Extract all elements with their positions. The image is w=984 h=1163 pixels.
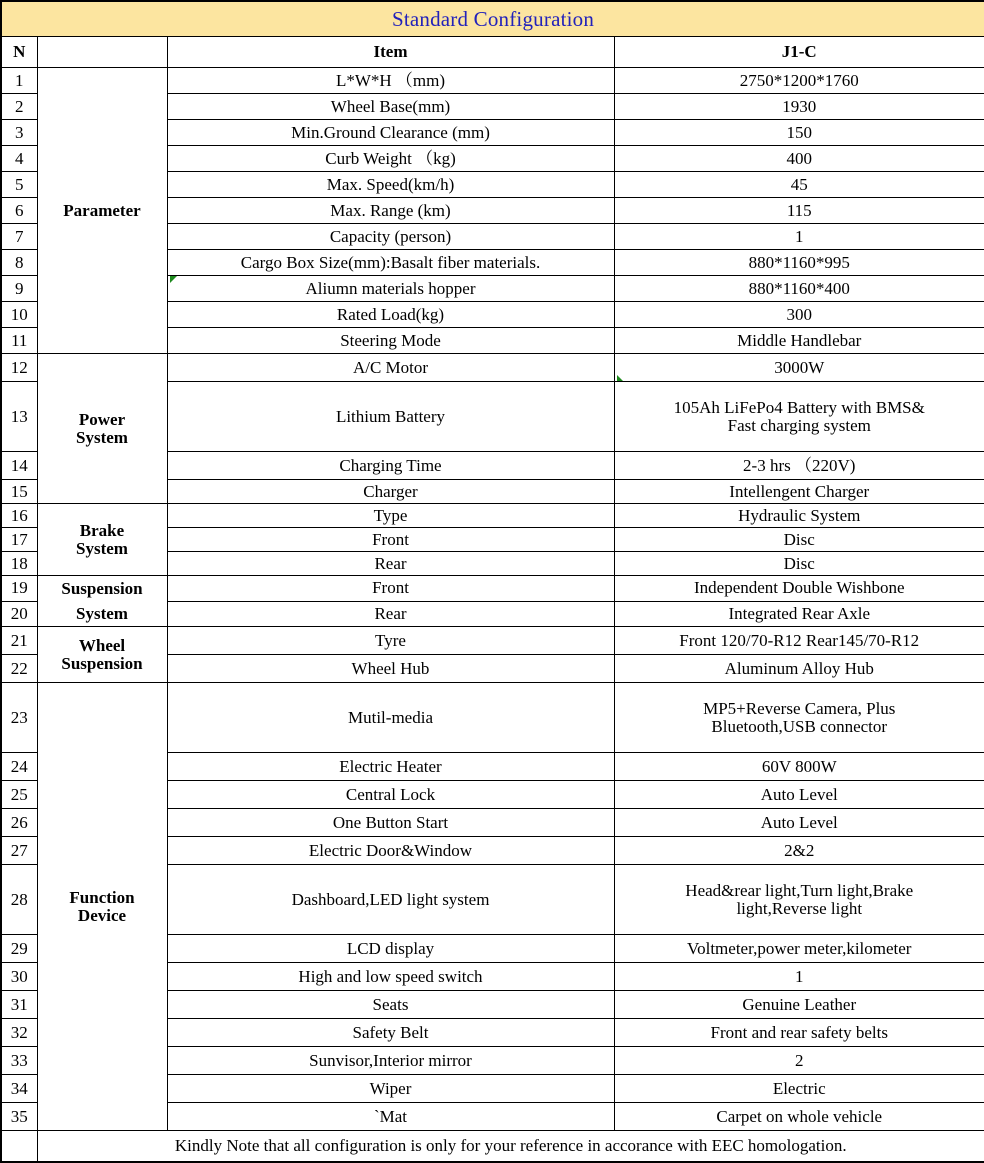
row-value: Aluminum Alloy Hub bbox=[614, 655, 984, 683]
row-value: Front 120/70-R12 Rear145/70-R12 bbox=[614, 627, 984, 655]
table-row bbox=[1, 354, 984, 382]
group-label-brake-system: Brake System bbox=[37, 504, 167, 576]
row-item: Rated Load(kg) bbox=[167, 302, 614, 328]
row-number: 2 bbox=[1, 94, 37, 120]
row-value: Disc bbox=[614, 552, 984, 576]
row-item: Capacity (person) bbox=[167, 224, 614, 250]
row-value: 2750*1200*1760 bbox=[614, 68, 984, 94]
row-item: L*W*H （mm) bbox=[167, 68, 614, 94]
row-number: 7 bbox=[1, 224, 37, 250]
row-number: 4 bbox=[1, 146, 37, 172]
table-row bbox=[1, 68, 984, 94]
row-item: Type bbox=[167, 504, 614, 528]
footer-note-row bbox=[1, 1131, 984, 1163]
row-value: Voltmeter,power meter,kilometer bbox=[614, 935, 984, 963]
footer-note: Kindly Note that all configuration is only for your reference in accorance with EEC homologation. bbox=[37, 1131, 984, 1163]
row-item: Rear bbox=[167, 601, 614, 627]
row-value: 2&2 bbox=[614, 837, 984, 865]
row-item: Steering Mode bbox=[167, 328, 614, 354]
row-item: `Mat bbox=[167, 1103, 614, 1131]
page-title: Standard Configuration bbox=[391, 6, 595, 31]
row-item: Max. Range (km) bbox=[167, 198, 614, 224]
table-row bbox=[1, 683, 984, 753]
row-value: 115 bbox=[614, 198, 984, 224]
row-value-line2: Fast charging system bbox=[727, 415, 871, 435]
row-item: Sunvisor,Interior mirror bbox=[167, 1047, 614, 1075]
group-label-parameter: Parameter bbox=[37, 68, 167, 354]
header-model: J1-C bbox=[614, 37, 984, 68]
row-number: 34 bbox=[1, 1075, 37, 1103]
title-row bbox=[1, 1, 984, 37]
row-number: 21 bbox=[1, 627, 37, 655]
group-label-power-system: Power System bbox=[37, 354, 167, 504]
row-number: 35 bbox=[1, 1103, 37, 1131]
table-row bbox=[1, 627, 984, 655]
row-value: 1 bbox=[614, 224, 984, 250]
row-number: 27 bbox=[1, 837, 37, 865]
row-number: 10 bbox=[1, 302, 37, 328]
row-number: 16 bbox=[1, 504, 37, 528]
row-value: Auto Level bbox=[614, 781, 984, 809]
row-item: A/C Motor bbox=[167, 354, 614, 382]
row-item: Seats bbox=[167, 991, 614, 1019]
row-number: 23 bbox=[1, 683, 37, 753]
row-item: Wheel Hub bbox=[167, 655, 614, 683]
row-number: 32 bbox=[1, 1019, 37, 1047]
header-item: Item bbox=[167, 37, 614, 68]
row-item-text: Aliumn materials hopper bbox=[305, 278, 476, 298]
row-number: 11 bbox=[1, 328, 37, 354]
row-item: Safety Belt bbox=[167, 1019, 614, 1047]
row-value: Independent Double Wishbone bbox=[614, 576, 984, 602]
row-item: Lithium Battery bbox=[167, 382, 614, 452]
row-value bbox=[614, 382, 984, 452]
row-number: 15 bbox=[1, 480, 37, 504]
row-number: 1 bbox=[1, 68, 37, 94]
row-number: 3 bbox=[1, 120, 37, 146]
row-number: 9 bbox=[1, 276, 37, 302]
row-value-line1: MP5+Reverse Camera, Plus bbox=[703, 698, 896, 718]
row-value: 880*1160*995 bbox=[614, 250, 984, 276]
row-value-text: 3000W bbox=[774, 357, 825, 377]
row-value: Intellengent Charger bbox=[614, 480, 984, 504]
row-number: 33 bbox=[1, 1047, 37, 1075]
row-item: LCD display bbox=[167, 935, 614, 963]
row-item: Curb Weight （kg) bbox=[167, 146, 614, 172]
row-value bbox=[614, 683, 984, 753]
row-value bbox=[614, 354, 984, 382]
row-number: 18 bbox=[1, 552, 37, 576]
row-value-line2: Bluetooth,USB connector bbox=[711, 716, 888, 736]
row-value: Middle Handlebar bbox=[614, 328, 984, 354]
row-value-line1: Head&rear light,Turn light,Brake bbox=[685, 880, 914, 900]
row-value: Hydraulic System bbox=[614, 504, 984, 528]
row-item: Max. Speed(km/h) bbox=[167, 172, 614, 198]
footer-blank-cell bbox=[1, 1131, 37, 1163]
row-number: 29 bbox=[1, 935, 37, 963]
row-item: Wheel Base(mm) bbox=[167, 94, 614, 120]
row-number: 26 bbox=[1, 809, 37, 837]
row-item: Wiper bbox=[167, 1075, 614, 1103]
row-value-line1: 105Ah LiFePo4 Battery with BMS& bbox=[673, 397, 925, 417]
row-value: 880*1160*400 bbox=[614, 276, 984, 302]
row-number: 24 bbox=[1, 753, 37, 781]
row-number: 20 bbox=[1, 601, 37, 627]
row-item: Central Lock bbox=[167, 781, 614, 809]
row-item: Electric Door&Window bbox=[167, 837, 614, 865]
row-value: 60V 800W bbox=[614, 753, 984, 781]
row-number: 12 bbox=[1, 354, 37, 382]
row-value: 300 bbox=[614, 302, 984, 328]
row-number: 17 bbox=[1, 528, 37, 552]
group-label-suspension-system: Suspension System bbox=[37, 576, 167, 627]
header-category bbox=[37, 37, 167, 68]
row-value: 2-3 hrs （220V) bbox=[614, 452, 984, 480]
row-item: Front bbox=[167, 528, 614, 552]
row-item: High and low speed switch bbox=[167, 963, 614, 991]
row-item: Dashboard,LED light system bbox=[167, 865, 614, 935]
header-row bbox=[1, 37, 984, 68]
row-value: Disc bbox=[614, 528, 984, 552]
table-row bbox=[1, 504, 984, 528]
row-value: Electric bbox=[614, 1075, 984, 1103]
row-item: One Button Start bbox=[167, 809, 614, 837]
row-item: Cargo Box Size(mm):Basalt fiber materials. bbox=[167, 250, 614, 276]
row-value: 400 bbox=[614, 146, 984, 172]
row-number: 25 bbox=[1, 781, 37, 809]
row-number: 14 bbox=[1, 452, 37, 480]
row-item: Tyre bbox=[167, 627, 614, 655]
group-label-function-device: Function Device bbox=[37, 683, 167, 1131]
row-item: Charging Time bbox=[167, 452, 614, 480]
row-value: Carpet on whole vehicle bbox=[614, 1103, 984, 1131]
row-number: 31 bbox=[1, 991, 37, 1019]
row-number: 6 bbox=[1, 198, 37, 224]
comment-marker-icon bbox=[617, 375, 624, 382]
row-item: Min.Ground Clearance (mm) bbox=[167, 120, 614, 146]
row-number: 8 bbox=[1, 250, 37, 276]
row-item: Electric Heater bbox=[167, 753, 614, 781]
row-value: 1930 bbox=[614, 94, 984, 120]
row-value: 2 bbox=[614, 1047, 984, 1075]
comment-marker-icon bbox=[170, 276, 177, 283]
row-number: 28 bbox=[1, 865, 37, 935]
row-item: Mutil-media bbox=[167, 683, 614, 753]
row-number: 19 bbox=[1, 576, 37, 602]
row-value bbox=[614, 865, 984, 935]
row-value-line2: light,Reverse light bbox=[736, 898, 863, 918]
row-item: Rear bbox=[167, 552, 614, 576]
row-number: 5 bbox=[1, 172, 37, 198]
row-value: 1 bbox=[614, 963, 984, 991]
row-number: 30 bbox=[1, 963, 37, 991]
title-cell bbox=[1, 1, 984, 37]
table-row bbox=[1, 576, 984, 602]
row-item: Front bbox=[167, 576, 614, 602]
row-value: Auto Level bbox=[614, 809, 984, 837]
row-value: 150 bbox=[614, 120, 984, 146]
row-number: 22 bbox=[1, 655, 37, 683]
row-value: Genuine Leather bbox=[614, 991, 984, 1019]
row-value: Front and rear safety belts bbox=[614, 1019, 984, 1047]
row-item: Charger bbox=[167, 480, 614, 504]
row-value: 45 bbox=[614, 172, 984, 198]
row-value: Integrated Rear Axle bbox=[614, 601, 984, 627]
group-label-wheel-suspension: Wheel Suspension bbox=[37, 627, 167, 683]
header-n: N bbox=[1, 37, 37, 68]
row-number: 13 bbox=[1, 382, 37, 452]
row-item bbox=[167, 276, 614, 302]
